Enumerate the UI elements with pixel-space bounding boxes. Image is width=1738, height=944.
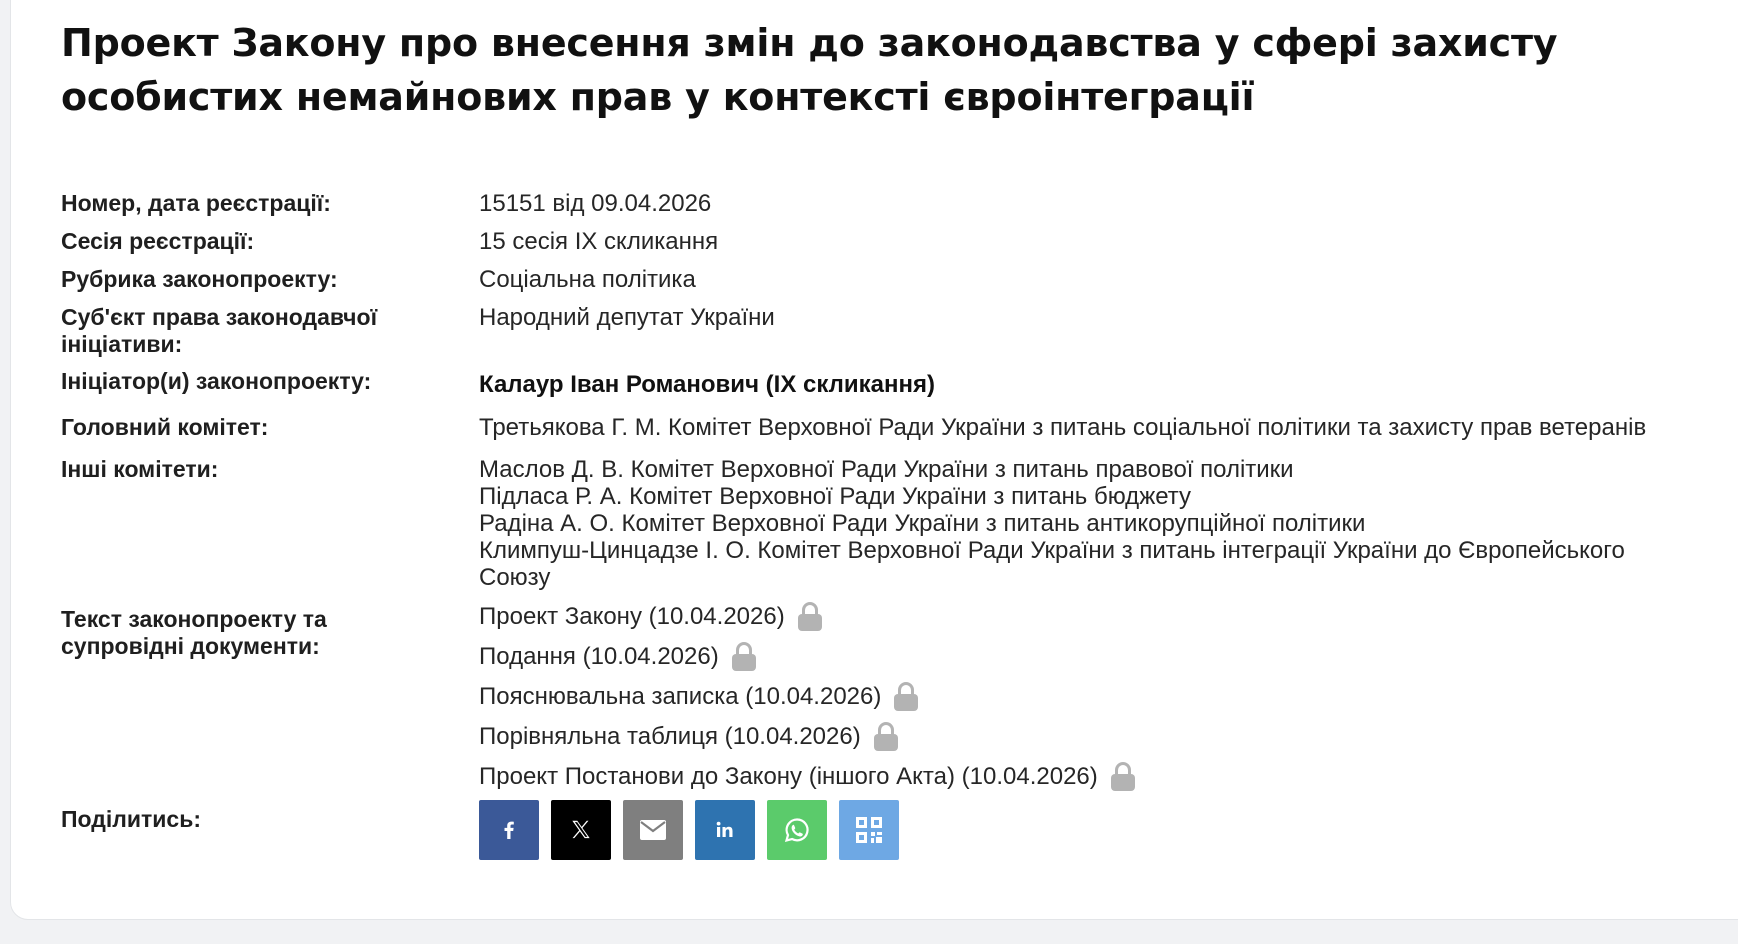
- initiator-label: Ініціатор(и) законопроекту:: [61, 368, 372, 394]
- bill-info: [61, 190, 1721, 876]
- documents-row: [61, 602, 1721, 806]
- document-label[interactable]: Проект Закону (10.04.2026): [479, 602, 785, 630]
- registration-row: [61, 190, 1721, 228]
- document-label[interactable]: Подання (10.04.2026): [479, 642, 719, 670]
- session-row: [61, 228, 1721, 266]
- x-icon: [568, 817, 594, 843]
- email-icon: [639, 819, 667, 841]
- main-committee-label: Головний комітет:: [61, 414, 269, 440]
- rubric-row: [61, 266, 1721, 304]
- session-label: Сесія реєстрації:: [61, 228, 255, 254]
- document-label[interactable]: Пояснювальна записка (10.04.2026): [479, 682, 882, 710]
- main-committee-value: Третьякова Г. М. Комітет Верховної Ради України з питань соціальної політики та захисту прав ветеранів: [479, 414, 1647, 441]
- document-link-explanatory-note[interactable]: [479, 676, 1721, 716]
- whatsapp-icon: [783, 816, 811, 844]
- subject-label: Суб'єкт права законодавчої ініціативи:: [61, 304, 378, 357]
- other-committee-item: Климпуш-Цинцадзе І. О. Комітет Верховної Ради України з питань інтеграції України до Європейського Союзу: [479, 537, 1625, 591]
- other-committee-item: Радіна А. О. Комітет Верховної Ради України з питань антикорупційної політики: [479, 510, 1366, 537]
- share-label: Поділитись:: [61, 806, 202, 832]
- lock-icon: [873, 721, 899, 751]
- subject-row: [61, 304, 1721, 368]
- other-committees-row: [61, 456, 1721, 606]
- initiator-link[interactable]: Калаур Іван Романович (IX скликання): [479, 371, 935, 398]
- document-link-comparative-table[interactable]: [479, 716, 1721, 756]
- document-label[interactable]: Проект Постанови до Закону (іншого Акта) (10.04.2026): [479, 762, 1098, 790]
- qr-share-button[interactable]: [839, 800, 899, 860]
- document-link-bill[interactable]: [479, 596, 1721, 636]
- lock-icon: [1110, 761, 1136, 791]
- whatsapp-share-button[interactable]: [767, 800, 827, 860]
- rubric-label: Рубрика законопроекту:: [61, 266, 338, 292]
- session-value: 15 сесія IX скликання: [479, 228, 719, 255]
- rubric-value: Соціальна політика: [479, 266, 696, 293]
- registration-value: 15151 від 09.04.2026: [479, 190, 712, 217]
- share-row: [61, 806, 1721, 876]
- other-committees-label: Інші комітети:: [61, 456, 219, 482]
- page-title: Проект Закону про внесення змін до законодавства у сфері захисту особистих немайнових прав у контексті євроінтеграції: [61, 21, 1558, 119]
- share-buttons: [479, 800, 899, 860]
- facebook-icon: [497, 818, 521, 842]
- subject-value: Народний депутат України: [479, 304, 775, 331]
- document-link-resolution[interactable]: [479, 756, 1721, 796]
- x-share-button[interactable]: [551, 800, 611, 860]
- lock-icon: [893, 681, 919, 711]
- other-committee-item: Підласа Р. А. Комітет Верховної Ради України з питань бюджету: [479, 483, 1192, 510]
- document-label[interactable]: Порівняльна таблиця (10.04.2026): [479, 722, 861, 750]
- other-committees-list: [479, 456, 1721, 591]
- document-link-submission[interactable]: [479, 636, 1721, 676]
- initiator-row: [61, 368, 1721, 412]
- main-committee-row: [61, 412, 1721, 456]
- registration-label: Номер, дата реєстрації:: [61, 190, 331, 216]
- linkedin-share-button[interactable]: [695, 800, 755, 860]
- documents-label: Текст законопроекту та супровідні документи:: [61, 606, 327, 659]
- linkedin-icon: [713, 818, 737, 842]
- facebook-share-button[interactable]: [479, 800, 539, 860]
- lock-icon: [797, 601, 823, 631]
- qr-code-icon: [854, 815, 884, 845]
- documents-list: [479, 596, 1721, 796]
- email-share-button[interactable]: [623, 800, 683, 860]
- other-committee-item: Маслов Д. В. Комітет Верховної Ради України з питань правової політики: [479, 456, 1294, 483]
- lock-icon: [731, 641, 757, 671]
